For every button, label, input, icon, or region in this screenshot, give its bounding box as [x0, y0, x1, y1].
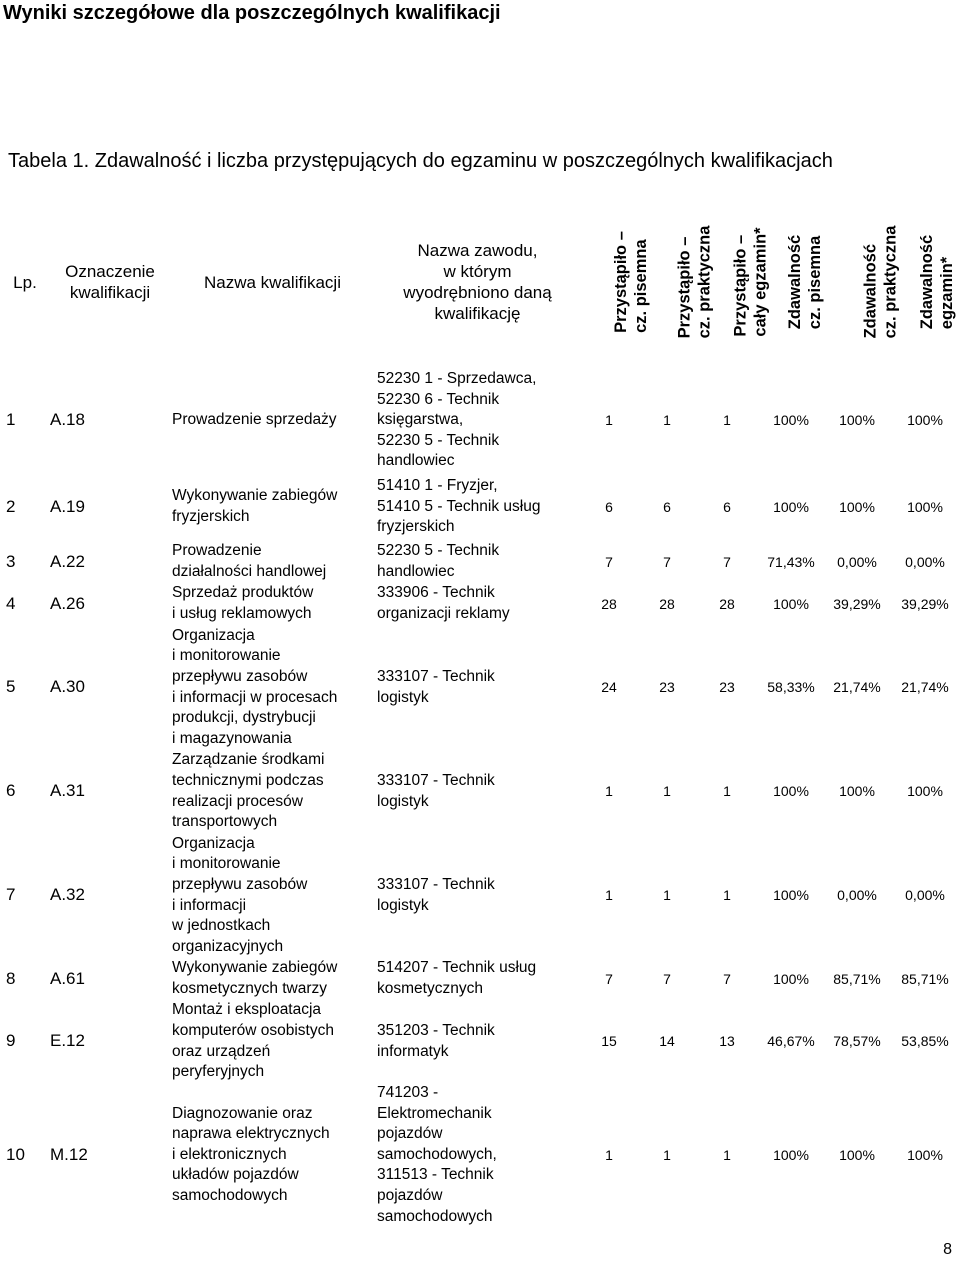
- name-line: i usług reklamowych: [172, 605, 312, 622]
- row-pass-practical: 100%: [839, 783, 875, 800]
- table-row: [0, 750, 960, 833]
- row-profession: [375, 368, 580, 473]
- profession-line: 51410 5 - Technik usług: [377, 497, 541, 515]
- profession-line: fryzjerskich: [377, 518, 455, 536]
- name-line: i informacji w procesach: [172, 688, 338, 706]
- name-line: transportowych: [172, 813, 278, 831]
- table-row: [0, 1083, 960, 1227]
- profession-line: 311513 - Technik: [377, 1166, 494, 1184]
- profession-line: handlowiec: [377, 563, 455, 580]
- row-pass-practical: 100%: [839, 498, 875, 515]
- row-code: A.26: [50, 593, 85, 613]
- name-line: technicznymi podczas: [172, 771, 324, 789]
- profession-line: 52230 1 - Sprzedawca,: [377, 370, 537, 388]
- row-pass-practical: 0,00%: [837, 553, 877, 570]
- row-joined-full: 6: [723, 498, 731, 515]
- header-code-line: Oznaczenie: [65, 262, 155, 281]
- table-row: [0, 583, 960, 625]
- header-pass-practical: Zdawalność cz. praktyczna: [861, 225, 900, 338]
- header-lp: Lp.: [13, 272, 37, 292]
- row-profession: [375, 541, 580, 583]
- row-lp: 10: [6, 1144, 25, 1164]
- page-number: 8: [943, 1241, 952, 1258]
- name-line: fryzjerskich: [172, 508, 250, 525]
- name-line: Prowadzenie sprzedaży: [172, 411, 337, 429]
- row-pass-practical: 39,29%: [833, 595, 881, 612]
- profession-line: Elektromechanik: [377, 1104, 492, 1122]
- row-joined-full: 7: [723, 970, 731, 987]
- row-pass-written: 100%: [773, 1146, 809, 1163]
- profession-line: 333107 - Technik: [377, 771, 495, 789]
- name-line: i informacji: [172, 896, 247, 914]
- name-line: i monitorowanie: [172, 647, 281, 665]
- row-qualification-name: [170, 1083, 375, 1227]
- row-code: A.22: [50, 551, 85, 571]
- row-qualification-name: [170, 583, 375, 625]
- name-line: organizacyjnych: [172, 937, 284, 955]
- table-row: [0, 541, 960, 583]
- row-pass-full: 85,71%: [901, 970, 949, 987]
- name-line: Organizacja: [172, 626, 255, 644]
- row-profession: [375, 583, 580, 625]
- table-body: [0, 368, 960, 1227]
- row-pass-practical: 78,57%: [833, 1033, 881, 1050]
- row-joined-practical: 23: [659, 679, 675, 696]
- name-line: przepływu zasobów: [172, 667, 308, 685]
- row-qualification-name: [170, 1000, 375, 1083]
- row-pass-practical: 85,71%: [833, 970, 881, 987]
- profession-line: 52230 5 - Technik: [377, 542, 500, 560]
- row-pass-written: 100%: [773, 498, 809, 515]
- row-qualification-name: [170, 958, 375, 1000]
- row-pass-full: 53,85%: [901, 1033, 949, 1050]
- row-lp: 2: [6, 496, 16, 516]
- row-pass-full: 39,29%: [901, 595, 949, 612]
- row-joined-written: 1: [605, 412, 613, 429]
- row-joined-full: 1: [723, 887, 731, 904]
- row-joined-practical: 28: [659, 595, 675, 612]
- table-row: [0, 1000, 960, 1083]
- profession-line: 333107 - Technik: [377, 875, 495, 893]
- row-lp: 8: [6, 968, 16, 988]
- profession-line: 52230 5 - Technik: [377, 431, 500, 449]
- row-pass-written: 100%: [773, 887, 809, 904]
- profession-line: organizacji reklamy: [377, 605, 510, 622]
- row-lp: 3: [6, 551, 16, 571]
- row-qualification-name: [170, 368, 375, 473]
- row-lp: 1: [6, 410, 16, 430]
- row-code: A.30: [50, 677, 85, 697]
- table-row: [0, 473, 960, 541]
- row-pass-full: 100%: [907, 1146, 943, 1163]
- row-qualification-name: [170, 833, 375, 958]
- row-joined-written: 1: [605, 783, 613, 800]
- header-profession-line: wyodrębniono daną: [403, 283, 552, 302]
- row-pass-practical: 100%: [839, 1146, 875, 1163]
- name-line: komputerów osobistych: [172, 1021, 334, 1039]
- header-profession-line: kwalifikację: [434, 304, 521, 323]
- row-qualification-name: [170, 541, 375, 583]
- table-row: [0, 368, 960, 473]
- profession-line: 333107 - Technik: [377, 667, 495, 685]
- row-lp: 9: [6, 1031, 16, 1051]
- row-pass-full: 100%: [907, 412, 943, 429]
- profession-line: 52230 6 - Technik: [377, 390, 500, 408]
- row-profession: [375, 958, 580, 1000]
- row-joined-written: 6: [605, 498, 613, 515]
- row-joined-practical: 6: [663, 498, 671, 515]
- name-line: samochodowych: [172, 1186, 288, 1204]
- name-line: Wykonywanie zabiegów: [172, 487, 338, 505]
- name-line: i monitorowanie: [172, 855, 281, 873]
- profession-line: samochodowych: [377, 1207, 493, 1225]
- profession-line: handlowiec: [377, 452, 455, 470]
- name-line: naprawa elektrycznych: [172, 1125, 330, 1143]
- profession-line: 741203 -: [377, 1084, 439, 1101]
- profession-line: logistyk: [377, 792, 429, 810]
- name-line: w jednostkach: [172, 917, 271, 935]
- name-line: Montaż i eksploatacja: [172, 1001, 322, 1019]
- name-line: Wykonywanie zabiegów: [172, 959, 338, 977]
- qualification-results-table: [0, 196, 960, 1227]
- table-caption: Tabela 1. Zdawalność i liczba przystępujących do egzaminu w poszczególnych kwalifikacjach: [8, 150, 833, 172]
- header-profession-line: w którym: [443, 262, 512, 281]
- table-row: [0, 958, 960, 1000]
- row-pass-written: 100%: [773, 412, 809, 429]
- row-joined-written: 24: [601, 679, 617, 696]
- name-line: Prowadzenie: [172, 542, 262, 560]
- row-pass-written: 71,43%: [767, 553, 815, 570]
- row-profession: [375, 625, 580, 750]
- row-lp: 7: [6, 885, 16, 905]
- row-lp: 6: [6, 781, 16, 801]
- profession-line: księgarstwa,: [377, 411, 464, 429]
- row-pass-written: 100%: [773, 783, 809, 800]
- name-line: realizacji procesów: [172, 792, 303, 810]
- header-code: [50, 196, 170, 368]
- row-joined-practical: 1: [663, 412, 671, 429]
- row-joined-full: 13: [719, 1033, 735, 1050]
- row-code: A.18: [50, 410, 85, 430]
- profession-line: informatyk: [377, 1042, 449, 1060]
- row-qualification-name: [170, 750, 375, 833]
- profession-line: pojazdów: [377, 1186, 443, 1204]
- row-pass-full: 21,74%: [901, 679, 949, 696]
- table-row: [0, 833, 960, 958]
- row-joined-full: 1: [723, 783, 731, 800]
- name-line: produkcji, dystrybucji: [172, 709, 316, 727]
- row-pass-practical: 0,00%: [837, 887, 877, 904]
- row-joined-full: 1: [723, 412, 731, 429]
- profession-line: pojazdów: [377, 1125, 443, 1143]
- row-pass-full: 100%: [907, 498, 943, 515]
- row-joined-full: 7: [723, 553, 731, 570]
- row-joined-written: 7: [605, 970, 613, 987]
- row-profession: [375, 1000, 580, 1083]
- row-joined-written: 7: [605, 553, 613, 570]
- row-joined-full: 23: [719, 679, 735, 696]
- row-code: M.12: [50, 1144, 88, 1164]
- name-line: Diagnozowanie oraz: [172, 1104, 313, 1122]
- header-joined-written: Przystąpiło – cz. pisemna: [611, 230, 650, 333]
- row-joined-full: 28: [719, 595, 735, 612]
- row-profession: [375, 750, 580, 833]
- row-joined-full: 1: [723, 1146, 731, 1163]
- row-code: A.19: [50, 496, 85, 516]
- header-pass-full: Zdawalność egzamin*: [918, 234, 957, 329]
- name-line: Organizacja: [172, 834, 255, 852]
- row-pass-written: 100%: [773, 595, 809, 612]
- row-joined-written: 1: [605, 1146, 613, 1163]
- profession-line: 51410 1 - Fryzjer,: [377, 477, 498, 495]
- name-line: oraz urządzeń: [172, 1042, 271, 1060]
- name-line: układów pojazdów: [172, 1166, 299, 1184]
- header-row: [0, 196, 960, 368]
- profession-line: samochodowych,: [377, 1145, 497, 1163]
- profession-line: logistyk: [377, 896, 429, 914]
- row-code: A.31: [50, 781, 85, 801]
- row-code: E.12: [50, 1031, 85, 1051]
- row-pass-practical: 21,74%: [833, 679, 881, 696]
- profession-line: 333906 - Technik: [377, 584, 495, 602]
- row-pass-written: 58,33%: [767, 679, 815, 696]
- row-profession: [375, 473, 580, 541]
- header-pass-written: Zdawalność cz. pisemna: [786, 234, 825, 329]
- row-joined-written: 1: [605, 887, 613, 904]
- row-pass-full: 0,00%: [905, 553, 945, 570]
- row-joined-practical: 1: [663, 783, 671, 800]
- row-joined-written: 28: [601, 595, 617, 612]
- name-line: Zarządzanie środkami: [172, 751, 325, 769]
- header-joined-practical: Przystąpiło – cz. praktyczna: [675, 225, 714, 338]
- row-joined-practical: 7: [663, 553, 671, 570]
- row-code: A.61: [50, 968, 85, 988]
- header-joined-full: Przystąpiło – cały egzamin*: [731, 226, 770, 337]
- name-line: peryferyjnych: [172, 1063, 265, 1081]
- row-joined-written: 15: [601, 1033, 617, 1050]
- name-line: i magazynowania: [172, 729, 292, 747]
- section-title: Wyniki szczegółowe dla poszczególnych kwalifikacji: [3, 2, 501, 24]
- header-name: Nazwa kwalifikacji: [204, 272, 341, 292]
- name-line: kosmetycznych twarzy: [172, 980, 328, 997]
- row-profession: [375, 1083, 580, 1227]
- row-joined-practical: 14: [659, 1033, 675, 1050]
- header-profession: [375, 196, 580, 368]
- header-profession-line: Nazwa zawodu,: [417, 241, 538, 260]
- row-profession: [375, 833, 580, 958]
- name-line: i elektronicznych: [172, 1145, 287, 1163]
- profession-line: 351203 - Technik: [377, 1021, 495, 1039]
- row-pass-full: 100%: [907, 783, 943, 800]
- row-pass-full: 0,00%: [905, 887, 945, 904]
- header-code-line: kwalifikacji: [69, 283, 151, 302]
- row-pass-practical: 100%: [839, 412, 875, 429]
- name-line: działalności handlowej: [172, 563, 327, 580]
- profession-line: kosmetycznych: [377, 980, 483, 997]
- row-lp: 5: [6, 677, 16, 697]
- row-qualification-name: [170, 625, 375, 750]
- row-lp: 4: [6, 593, 16, 613]
- table-row: [0, 625, 960, 750]
- row-joined-practical: 1: [663, 887, 671, 904]
- row-pass-written: 46,67%: [767, 1033, 815, 1050]
- profession-line: logistyk: [377, 688, 429, 706]
- row-joined-practical: 1: [663, 1146, 671, 1163]
- name-line: Sprzedaż produktów: [172, 584, 314, 602]
- row-pass-written: 100%: [773, 970, 809, 987]
- profession-line: 514207 - Technik usług: [377, 959, 537, 977]
- row-joined-practical: 7: [663, 970, 671, 987]
- row-code: A.32: [50, 885, 85, 905]
- name-line: przepływu zasobów: [172, 875, 308, 893]
- row-qualification-name: [170, 473, 375, 541]
